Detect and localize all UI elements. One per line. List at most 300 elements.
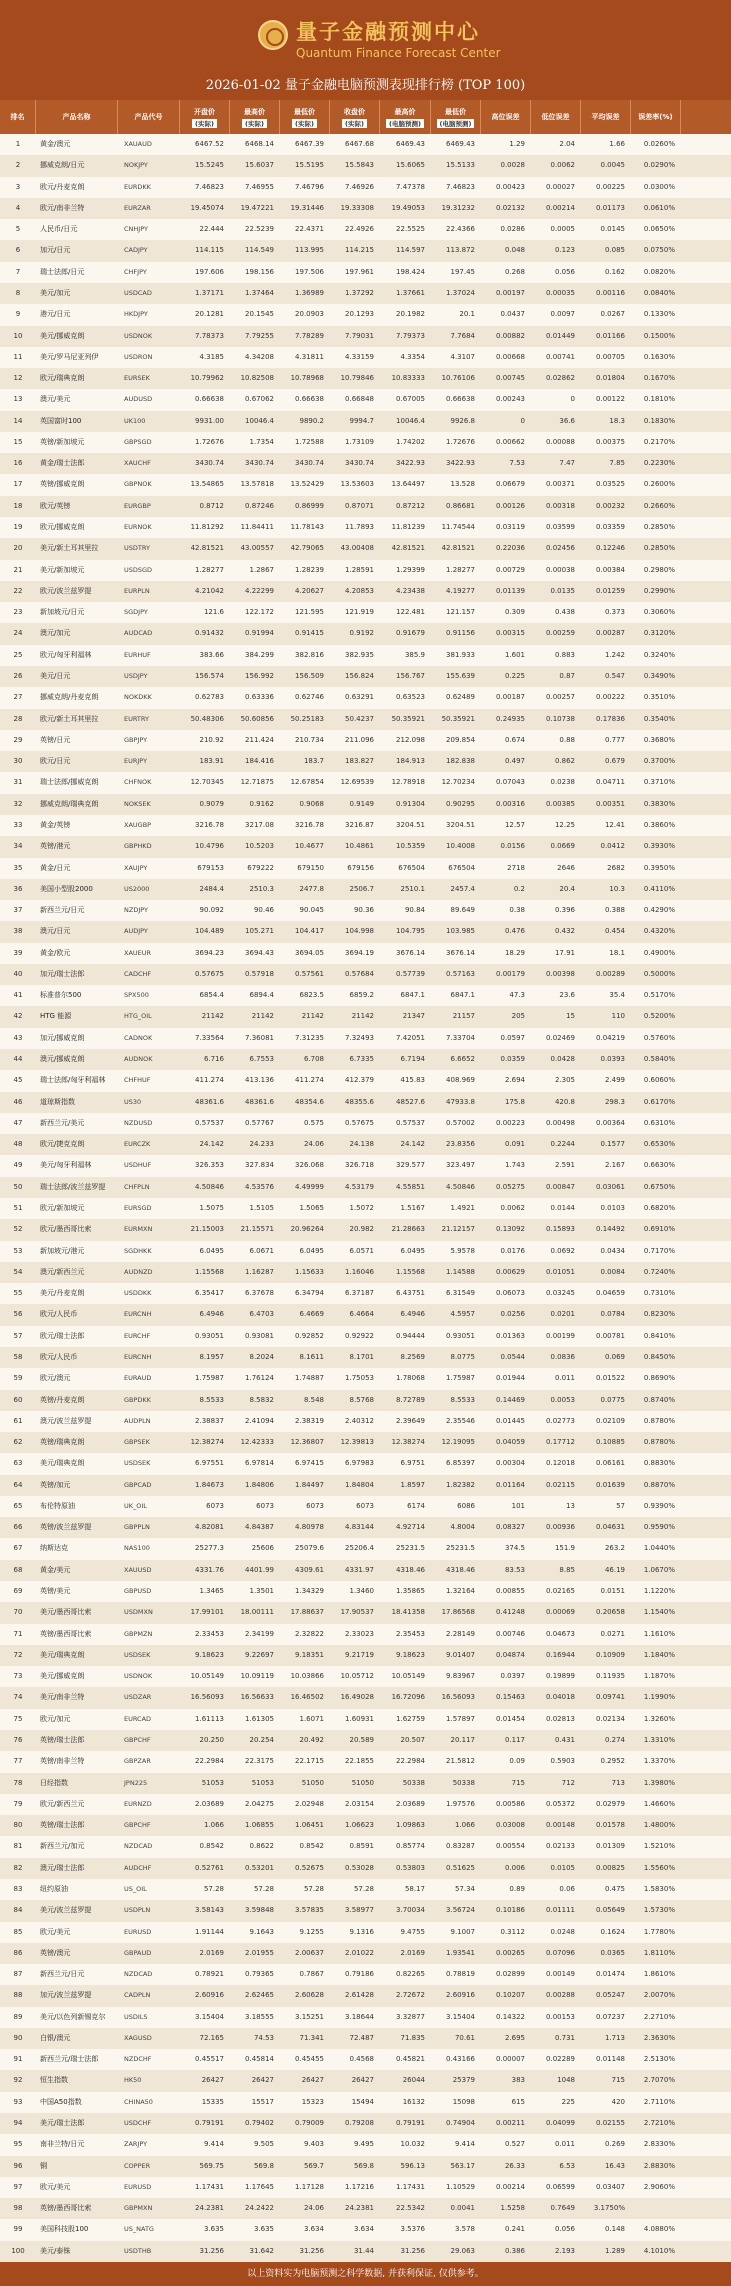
cell-high-forecast: 1.62759 bbox=[396, 1714, 425, 1723]
cell-high-error: 0.00855 bbox=[496, 1587, 525, 1596]
cell-close-actual: 0.87071 bbox=[345, 501, 374, 510]
table-row bbox=[0, 496, 731, 517]
cell-low-error: 7.47 bbox=[559, 459, 575, 468]
cell-product-name: 白银/澳元 bbox=[40, 2033, 71, 2042]
cell-rank: 61 bbox=[13, 1416, 23, 1425]
cell-open-actual: 6.97551 bbox=[195, 1459, 224, 1468]
cell-product-code: NAS100 bbox=[124, 1544, 150, 1553]
cell-rank: 95 bbox=[13, 2140, 23, 2149]
cell-low-error: 0.05372 bbox=[546, 1799, 575, 1808]
cell-high-error: 0.00243 bbox=[496, 395, 525, 404]
cell-avg-error: 0.00351 bbox=[596, 799, 625, 808]
cell-error-rate: 1.4660% bbox=[643, 1799, 675, 1808]
cell-high-forecast: 1.8597 bbox=[400, 1480, 425, 1489]
cell-close-actual: 0.79186 bbox=[345, 1970, 374, 1979]
table-row bbox=[0, 1858, 731, 1879]
cell-rank: 15 bbox=[13, 437, 23, 446]
cell-error-rate: 0.8450% bbox=[643, 1352, 675, 1361]
cell-error-rate: 0.7310% bbox=[643, 1289, 675, 1298]
cell-rank: 33 bbox=[13, 820, 23, 829]
cell-close-actual: 0.92922 bbox=[345, 1331, 374, 1340]
cell-rank: 20 bbox=[13, 544, 23, 553]
cell-rank: 52 bbox=[13, 1225, 23, 1234]
cell-error-rate: 1.5560% bbox=[643, 1863, 675, 1872]
cell-high-actual: 31.642 bbox=[249, 2246, 274, 2255]
cell-close-actual: 9.495 bbox=[353, 2140, 374, 2149]
cell-low-forecast: 0.66638 bbox=[446, 395, 475, 404]
cell-low-actual: 0.62746 bbox=[295, 693, 324, 702]
cell-open-actual: 16.56093 bbox=[190, 1693, 224, 1702]
cell-avg-error: 0.03525 bbox=[596, 480, 625, 489]
cell-open-actual: 7.46823 bbox=[195, 182, 224, 191]
cell-open-actual: 1.3465 bbox=[199, 1587, 224, 1596]
cell-low-actual: 0.79009 bbox=[295, 2119, 324, 2128]
cell-product-name: 欧元/瑞典克朗 bbox=[40, 374, 85, 383]
cell-high-forecast: 22.2984 bbox=[396, 1757, 425, 1766]
cell-error-rate: 0.0290% bbox=[643, 161, 675, 170]
cell-product-code: AUDCHF bbox=[124, 1863, 152, 1872]
cell-rank: 56 bbox=[13, 1310, 23, 1319]
cell-high-forecast: 3.5376 bbox=[400, 2225, 425, 2234]
cell-low-forecast: 0.91156 bbox=[446, 629, 475, 638]
cell-error-rate: 4.0880% bbox=[643, 2225, 675, 2234]
cell-high-error: 0.13092 bbox=[496, 1225, 525, 1234]
cell-product-code: XAUJPY bbox=[124, 863, 148, 872]
cell-open-actual: 2.33453 bbox=[195, 1629, 224, 1638]
table-row bbox=[0, 921, 731, 942]
cell-high-forecast: 22.5342 bbox=[396, 2204, 425, 2213]
cell-low-forecast: 0.93051 bbox=[446, 1331, 475, 1340]
table-row bbox=[0, 1304, 731, 1325]
cell-high-actual: 74.53 bbox=[253, 2033, 274, 2042]
cell-avg-error: 0.00122 bbox=[596, 395, 625, 404]
cell-avg-error: 0.00225 bbox=[596, 182, 625, 191]
cell-high-actual: 21142 bbox=[251, 1012, 274, 1021]
cell-low-error: 0.02115 bbox=[546, 1480, 575, 1489]
cell-avg-error: 0.10885 bbox=[596, 1438, 625, 1447]
cell-low-forecast: 0.0041 bbox=[450, 2204, 475, 2213]
cell-high-actual: 18.00111 bbox=[240, 1608, 274, 1617]
cell-high-actual: 16.56633 bbox=[240, 1693, 274, 1702]
cell-error-rate: 0.0260% bbox=[643, 140, 675, 148]
cell-high-actual: 10.82508 bbox=[240, 374, 274, 383]
cell-low-actual: 3.57835 bbox=[295, 1906, 324, 1915]
cell-high-error: 0.00211 bbox=[496, 2119, 525, 2128]
cell-high-forecast: 0.82265 bbox=[396, 1970, 425, 1979]
cell-rank: 58 bbox=[13, 1352, 23, 1361]
cell-high-forecast: 1.35865 bbox=[396, 1587, 425, 1596]
cell-high-actual: 679222 bbox=[247, 863, 274, 872]
cell-low-actual: 9.1255 bbox=[299, 1927, 324, 1936]
column-header-rank bbox=[0, 100, 36, 134]
cell-low-error: 0.438 bbox=[554, 608, 575, 617]
cell-low-actual: 50.25183 bbox=[290, 714, 324, 723]
cell-low-error: 0.396 bbox=[554, 906, 575, 915]
cell-open-actual: 4331.76 bbox=[195, 1565, 224, 1574]
cell-high-forecast: 50.35921 bbox=[391, 714, 425, 723]
cell-high-forecast: 6469.43 bbox=[396, 140, 425, 148]
cell-rank: 19 bbox=[13, 523, 23, 532]
table-row bbox=[0, 389, 731, 410]
cell-low-error: 0.00038 bbox=[546, 565, 575, 574]
cell-open-actual: 1.61113 bbox=[195, 1714, 224, 1723]
cell-low-forecast: 10.76106 bbox=[441, 374, 475, 383]
cell-product-code: EURCNH bbox=[124, 1310, 152, 1319]
cell-high-forecast: 212.098 bbox=[396, 735, 425, 744]
cell-product-name: 新加坡元/港元 bbox=[40, 1246, 85, 1255]
column-header-close-actual bbox=[330, 100, 380, 134]
cell-rank: 76 bbox=[13, 1736, 23, 1744]
table-row bbox=[0, 368, 731, 389]
cell-product-name: 美元/新加坡元 bbox=[40, 565, 85, 574]
cell-close-actual: 2.03154 bbox=[345, 1799, 374, 1808]
cell-avg-error: 18.1 bbox=[609, 948, 625, 957]
table-row bbox=[0, 1049, 731, 1070]
cell-rank: 100 bbox=[11, 2246, 25, 2255]
cell-low-actual: 679150 bbox=[297, 863, 324, 872]
cell-avg-error: 10.3 bbox=[609, 884, 625, 893]
cell-error-rate: 1.3370% bbox=[643, 1757, 675, 1766]
cell-rank: 17 bbox=[13, 480, 23, 489]
cell-high-actual: 6.7553 bbox=[249, 1055, 274, 1064]
cell-high-actual: 9.505 bbox=[253, 2140, 274, 2149]
cell-low-error: 0.00148 bbox=[546, 1821, 575, 1830]
cell-rank: 1 bbox=[15, 140, 21, 148]
cell-product-name: 澳元/美元 bbox=[40, 395, 71, 404]
cell-high-forecast: 2.35453 bbox=[396, 1629, 425, 1638]
table-row bbox=[0, 1985, 731, 2006]
column-header-label: 排名 bbox=[10, 113, 25, 121]
cell-product-name: 美元/瑞典克朗 bbox=[40, 1459, 85, 1468]
cell-high-forecast: 24.142 bbox=[400, 1140, 425, 1149]
cell-rank: 98 bbox=[13, 2204, 23, 2213]
cell-avg-error: 1.289 bbox=[604, 2246, 625, 2255]
cell-high-actual: 8.2024 bbox=[249, 1352, 274, 1361]
cell-low-error: 0.02456 bbox=[546, 544, 575, 553]
cell-close-actual: 7.79031 bbox=[345, 331, 374, 340]
table-row bbox=[0, 985, 731, 1006]
cell-avg-error: 16.43 bbox=[604, 2161, 625, 2170]
cell-high-error: 0.241 bbox=[504, 2225, 525, 2234]
cell-high-actual: 327.834 bbox=[245, 1161, 274, 1170]
cell-error-rate: 0.3540% bbox=[643, 714, 675, 723]
cell-error-rate: 0.0840% bbox=[643, 288, 675, 297]
cell-low-forecast: 3.578 bbox=[454, 2225, 475, 2234]
cell-avg-error: 0.03359 bbox=[596, 523, 625, 532]
cell-product-code: NZDJPY bbox=[124, 906, 148, 915]
cell-low-error: 2646 bbox=[557, 863, 575, 872]
cell-rank: 39 bbox=[13, 948, 23, 957]
cell-low-actual: 1.28239 bbox=[295, 565, 324, 574]
cell-low-actual: 6.0495 bbox=[299, 1246, 324, 1255]
cell-low-forecast: 7.33704 bbox=[446, 1033, 475, 1042]
cell-product-code: EURUSD bbox=[124, 2182, 152, 2191]
cell-low-actual: 1.6071 bbox=[299, 1714, 324, 1723]
cell-close-actual: 6073 bbox=[356, 1501, 374, 1510]
cell-low-error: 8.85 bbox=[559, 1565, 575, 1574]
cell-open-actual: 9.414 bbox=[203, 2140, 224, 2149]
cell-product-name: 欧元/新土耳其里拉 bbox=[40, 714, 99, 723]
cell-avg-error: 0.04711 bbox=[596, 778, 625, 787]
cell-low-actual: 6073 bbox=[306, 1501, 324, 1510]
cell-low-error: 1048 bbox=[557, 2076, 575, 2085]
table-row bbox=[0, 1624, 731, 1645]
cell-high-error: 0.0176 bbox=[500, 1246, 525, 1255]
cell-product-name: 瑞士法郎/日元 bbox=[40, 267, 85, 276]
cell-rank: 27 bbox=[13, 693, 23, 702]
cell-close-actual: 20.589 bbox=[349, 1736, 374, 1744]
cell-low-error: 0.03599 bbox=[546, 523, 575, 532]
cell-product-name: 黄金/欧元 bbox=[40, 948, 71, 957]
cell-high-error: 2.695 bbox=[504, 2033, 525, 2042]
cell-high-actual: 2.62465 bbox=[245, 1991, 274, 2000]
cell-close-actual: 72.487 bbox=[349, 2033, 374, 2042]
cell-low-forecast: 6.31549 bbox=[446, 1289, 475, 1298]
cell-high-actual: 11.84411 bbox=[240, 523, 274, 532]
cell-avg-error: 0.388 bbox=[604, 906, 625, 915]
cell-avg-error: 0.148 bbox=[604, 2225, 625, 2234]
cell-high-forecast: 0.94444 bbox=[396, 1331, 425, 1340]
cell-product-code: NZDUSD bbox=[124, 1118, 153, 1127]
table-row bbox=[0, 1602, 731, 1623]
cell-high-forecast: 25231.5 bbox=[396, 1544, 425, 1553]
table-row bbox=[0, 1262, 731, 1283]
column-header-high-forecast bbox=[380, 100, 431, 134]
cell-avg-error: 0.269 bbox=[604, 2140, 625, 2149]
column-header-low-forecast bbox=[431, 100, 481, 134]
cell-high-error: 374.5 bbox=[504, 1544, 525, 1553]
cell-low-error: 0.2244 bbox=[550, 1140, 575, 1149]
cell-product-name: 加元/日元 bbox=[40, 246, 71, 255]
cell-rank: 74 bbox=[13, 1693, 23, 1702]
cell-avg-error: 0.0412 bbox=[600, 842, 625, 851]
table-row bbox=[0, 1134, 731, 1155]
cell-high-actual: 22.5239 bbox=[245, 225, 274, 234]
cell-open-actual: 383.66 bbox=[199, 650, 224, 659]
column-header-open-actual bbox=[180, 100, 230, 134]
cell-low-error: 2.193 bbox=[554, 2246, 575, 2255]
cell-low-actual: 0.66638 bbox=[295, 395, 324, 404]
cell-low-actual: 12.67854 bbox=[290, 778, 324, 787]
cell-error-rate: 0.2170% bbox=[643, 437, 675, 446]
cell-low-actual: 104.417 bbox=[295, 927, 324, 936]
cell-open-actual: 3694.23 bbox=[195, 948, 224, 957]
cell-high-error: 0.00223 bbox=[496, 1118, 525, 1127]
cell-open-actual: 210.92 bbox=[199, 735, 224, 744]
table-row bbox=[0, 262, 731, 283]
cell-high-forecast: 0.91679 bbox=[396, 629, 425, 638]
cell-high-error: 0.00316 bbox=[496, 799, 525, 808]
cell-high-actual: 0.8622 bbox=[249, 1842, 274, 1851]
cell-open-actual: 31.256 bbox=[199, 2246, 224, 2255]
table-row bbox=[0, 2070, 731, 2091]
cell-product-code: XAUEUR bbox=[124, 948, 152, 957]
cell-product-code: GBPJPY bbox=[124, 735, 148, 744]
cell-avg-error: 0.00375 bbox=[596, 437, 625, 446]
cell-high-forecast: 2.03689 bbox=[396, 1799, 425, 1808]
cell-error-rate: 0.6530% bbox=[643, 1140, 675, 1149]
cell-product-code: XAUUSD bbox=[124, 1565, 152, 1574]
cell-error-rate: 0.3680% bbox=[643, 735, 675, 744]
cell-high-actual: 4.53576 bbox=[245, 1182, 274, 1191]
cell-low-forecast: 121.157 bbox=[446, 608, 475, 617]
cell-close-actual: 1.60931 bbox=[345, 1714, 374, 1723]
cell-high-actual: 3430.74 bbox=[245, 459, 274, 468]
cell-product-name: 欧元/捷克克朗 bbox=[40, 1140, 85, 1149]
cell-low-forecast: 0.83287 bbox=[446, 1842, 475, 1851]
cell-open-actual: 9.18623 bbox=[195, 1650, 224, 1659]
cell-rank: 78 bbox=[13, 1778, 23, 1787]
cell-rank: 42 bbox=[13, 1012, 23, 1021]
cell-low-forecast: 6086 bbox=[457, 1501, 475, 1510]
cell-high-actual: 10.09119 bbox=[240, 1672, 274, 1681]
cell-high-forecast: 10.83333 bbox=[391, 374, 425, 383]
cell-high-actual: 10046.4 bbox=[245, 416, 274, 425]
cell-product-name: 挪威克朗/日元 bbox=[40, 161, 85, 170]
cell-low-error: 151.9 bbox=[554, 1544, 575, 1553]
cell-high-actual: 0.63336 bbox=[245, 693, 274, 702]
cell-close-actual: 8.1701 bbox=[349, 1352, 374, 1361]
cell-open-actual: 411.274 bbox=[195, 1076, 224, 1085]
cell-avg-error: 12.41 bbox=[604, 820, 625, 829]
cell-close-actual: 21142 bbox=[351, 1012, 374, 1021]
cell-product-code: EURZAR bbox=[124, 203, 151, 212]
cell-close-actual: 6.37187 bbox=[345, 1289, 374, 1298]
cell-error-rate: 0.8740% bbox=[643, 1395, 675, 1404]
cell-error-rate: 2.3630% bbox=[643, 2033, 675, 2042]
cell-product-name: HTG 能源 bbox=[40, 1012, 72, 1021]
cell-open-actual: 326.353 bbox=[195, 1161, 224, 1170]
cell-high-error: 0.386 bbox=[504, 2246, 525, 2255]
cell-low-forecast: 9.414 bbox=[454, 2140, 475, 2149]
cell-high-forecast: 21.28663 bbox=[391, 1225, 425, 1234]
cell-high-error: 0.05275 bbox=[496, 1182, 525, 1191]
cell-high-actual: 384.299 bbox=[245, 650, 274, 659]
cell-close-actual: 0.66848 bbox=[345, 395, 374, 404]
cell-avg-error: 0.01804 bbox=[596, 374, 625, 383]
cell-low-error: 0.00318 bbox=[546, 501, 575, 510]
table-row bbox=[0, 1155, 731, 1176]
cell-open-actual: 4.50846 bbox=[195, 1182, 224, 1191]
cell-rank: 45 bbox=[13, 1076, 23, 1085]
cell-high-forecast: 10.05149 bbox=[391, 1672, 425, 1681]
cell-low-forecast: 23.8356 bbox=[446, 1140, 475, 1149]
cell-rank: 30 bbox=[13, 757, 23, 766]
cell-error-rate: 0.8830% bbox=[643, 1459, 675, 1468]
table-row bbox=[0, 1943, 731, 1964]
cell-rank: 37 bbox=[13, 906, 23, 915]
cell-avg-error: 0.01259 bbox=[596, 586, 625, 595]
column-header-label: 产品代号 bbox=[134, 113, 163, 121]
cell-product-name: 英镑/丹麦克朗 bbox=[40, 1395, 85, 1404]
cell-error-rate: 1.5830% bbox=[643, 1884, 675, 1893]
cell-low-error: 0.432 bbox=[554, 927, 575, 936]
cell-rank: 24 bbox=[13, 629, 23, 638]
cell-open-actual: 25277.3 bbox=[195, 1544, 224, 1553]
cell-low-actual: 3216.78 bbox=[295, 820, 324, 829]
cell-avg-error: 3.1750% bbox=[593, 2204, 625, 2213]
cell-avg-error: 0.0084 bbox=[600, 1267, 625, 1276]
cell-rank: 79 bbox=[13, 1799, 23, 1808]
cell-high-forecast: 12.38274 bbox=[391, 1438, 425, 1447]
cell-low-error: 0.0836 bbox=[550, 1352, 575, 1361]
cell-product-code: UK100 bbox=[124, 416, 146, 425]
cell-close-actual: 10.79846 bbox=[340, 374, 374, 383]
cell-low-actual: 57.28 bbox=[303, 1884, 324, 1893]
cell-avg-error: 0.12246 bbox=[596, 544, 625, 553]
cell-low-error: 0.00069 bbox=[546, 1608, 575, 1617]
cell-product-code: UK_OIL bbox=[124, 1501, 147, 1510]
table-row bbox=[0, 2177, 731, 2198]
cell-open-actual: 3216.78 bbox=[195, 820, 224, 829]
cell-high-actual: 22.3175 bbox=[245, 1757, 274, 1766]
cell-rank: 38 bbox=[13, 927, 23, 936]
cell-high-forecast: 6174 bbox=[407, 1501, 425, 1510]
cell-avg-error: 0.00232 bbox=[596, 501, 625, 510]
cell-rank: 80 bbox=[13, 1821, 23, 1830]
table-row bbox=[0, 1815, 731, 1836]
table-row bbox=[0, 1177, 731, 1198]
cell-rank: 41 bbox=[13, 991, 23, 1000]
table-row bbox=[0, 581, 731, 602]
cell-low-forecast: 1.32164 bbox=[446, 1587, 475, 1596]
cell-high-error: 0.309 bbox=[504, 608, 525, 617]
cell-product-name: 英镑/挪威克朗 bbox=[40, 480, 85, 489]
cell-low-forecast: 29.063 bbox=[450, 2246, 475, 2255]
cell-high-error: 0.01139 bbox=[496, 586, 525, 595]
table-row bbox=[0, 2219, 731, 2240]
cell-error-rate: 0.1670% bbox=[643, 374, 675, 383]
cell-product-code: EURHUF bbox=[124, 650, 151, 659]
cell-high-actual: 15517 bbox=[251, 2097, 274, 2106]
cell-product-name: 恒生指数 bbox=[40, 2076, 68, 2085]
cell-product-code: USDNOK bbox=[124, 331, 153, 340]
cell-product-name: 美国小型股2000 bbox=[40, 884, 93, 893]
cell-high-error: 7.53 bbox=[509, 459, 525, 468]
cell-avg-error: 0.0103 bbox=[600, 1204, 625, 1212]
cell-avg-error: 0.00825 bbox=[596, 1863, 625, 1872]
cell-rank: 83 bbox=[13, 1884, 23, 1893]
cell-close-actual: 1.16046 bbox=[345, 1267, 374, 1276]
cell-product-name: 欧元/日元 bbox=[40, 757, 71, 766]
cell-product-code: NZDCHF bbox=[124, 2055, 152, 2064]
cell-low-forecast: 0.86681 bbox=[446, 501, 475, 510]
table-row bbox=[0, 1453, 731, 1474]
cell-error-rate: 0.5200% bbox=[643, 1012, 675, 1021]
cell-rank: 77 bbox=[13, 1757, 23, 1766]
cell-low-actual: 25079.6 bbox=[295, 1544, 324, 1553]
cell-high-forecast: 3204.51 bbox=[396, 820, 425, 829]
cell-open-actual: 6073 bbox=[206, 1501, 224, 1510]
cell-high-actual: 43.00557 bbox=[240, 544, 274, 553]
cell-low-error: 0.00385 bbox=[546, 799, 575, 808]
cell-high-error: 0.38 bbox=[509, 906, 525, 915]
cell-close-actual: 6.97983 bbox=[345, 1459, 374, 1468]
cell-rank: 70 bbox=[13, 1608, 23, 1617]
table-row bbox=[0, 2028, 731, 2049]
cell-product-code: USDDKK bbox=[124, 1289, 152, 1298]
cell-low-actual: 51050 bbox=[301, 1778, 324, 1787]
cell-product-name: 欧元/加元 bbox=[40, 1714, 71, 1723]
cell-high-forecast: 8.2569 bbox=[400, 1352, 425, 1361]
cell-error-rate: 0.1630% bbox=[643, 352, 675, 361]
cell-low-forecast: 21.12157 bbox=[441, 1225, 475, 1234]
cell-product-name: 新加坡元/日元 bbox=[40, 608, 85, 617]
cell-low-forecast: 6.6652 bbox=[450, 1055, 475, 1064]
cell-high-actual: 0.67062 bbox=[245, 395, 274, 404]
cell-low-forecast: 16.56093 bbox=[441, 1693, 475, 1702]
cell-low-error: 0.01051 bbox=[546, 1267, 575, 1276]
